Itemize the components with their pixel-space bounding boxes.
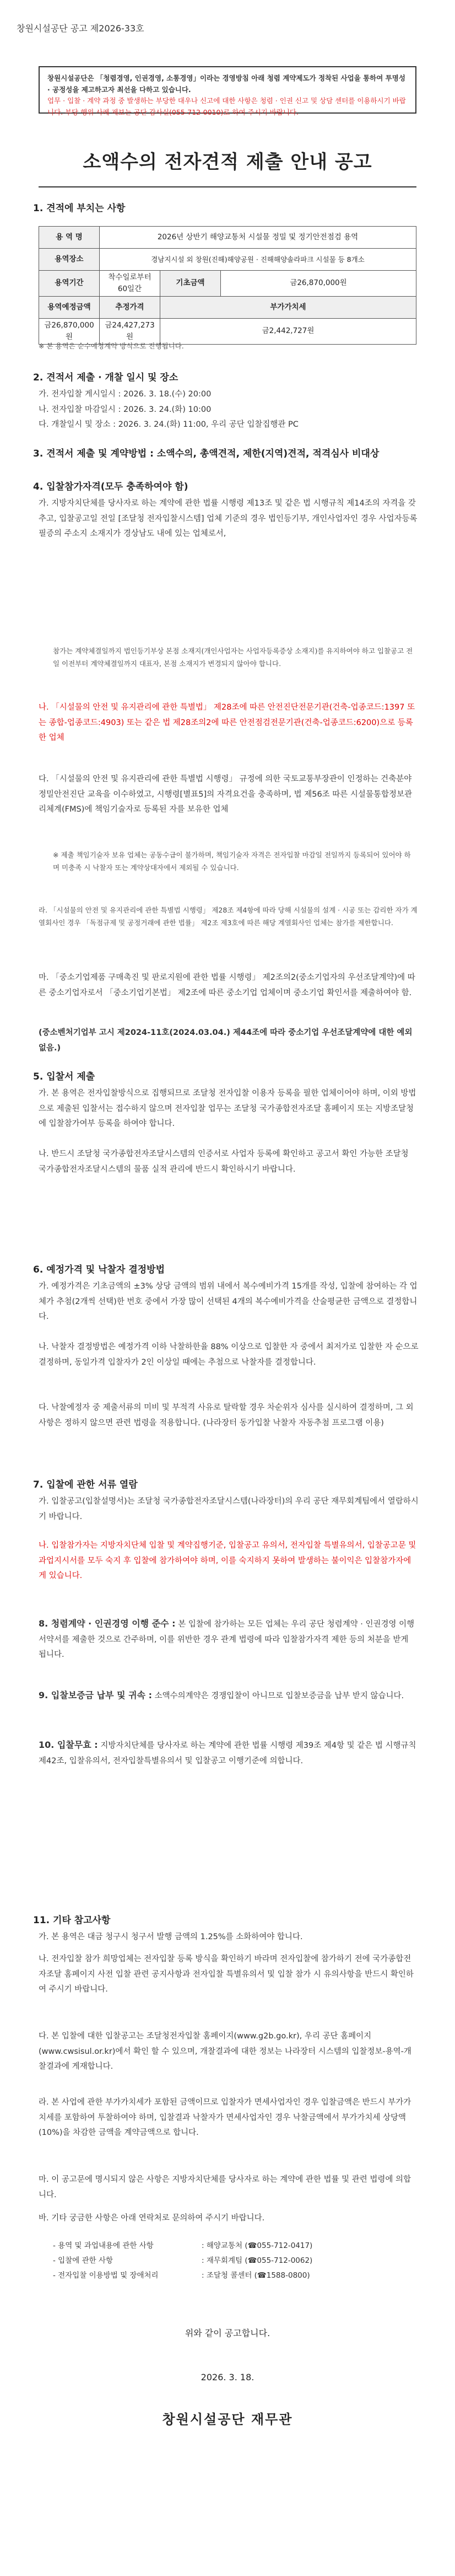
section-11b: 나. 전자입찰 참가 희망업체는 전자입찰 등록 방식을 확인하기 바라며 전자입찰에 참가하기 전에 국가종합전자조달 홈페이지 사전 입찰 관련 공지사항과 전자입찰 특별유의서 및 입찰 참가 시 유의사항을 반드시 확인하여 주시기 바랍니다. [39,1955,414,1994]
label-service-location: 용역장소 [39,249,100,271]
contact-value: : 재무회계팀 (☎055-712-0062) [202,2256,313,2265]
estimated-amount: 금26,870,000원 [39,318,100,344]
section-4e: 마. 「중소기업제품 구매촉진 및 판로지원에 관한 법률 시행령」 제2조의2(중소기업자의 우선조달계약)에 따른 중소기업자로서 「중소기업기본법」 제2조에 따른 중소기업 업체이며 중소기업 확인서를 제출하여야 함. [39,973,415,997]
section-7-heading: 7. 입찰에 관한 서류 열람 [33,1479,138,1490]
bid-opening: 다. 개찰일시 및 장소 : 2026. 3. 24.(화) 11:00, 우리 공단 입찰집행관 PC [39,420,299,430]
section-5-heading: 5. 입찰서 제출 [33,1071,95,1082]
section-5b: 나. 반드시 조달청 국가종합전자조달시스템의 인증서로 사업자 등록에 확인하고 공고서 확인 가능한 조달청 국가종합전자조달시스템의 물품 실적 관리에 반드시 확인하시기 바랍니다. [39,1150,409,1174]
section-6a: 가. 예정가격은 기초금액의 ±3% 상당 금액의 범위 내에서 복수예비가격 15개를 작성, 입찰에 참여하는 각 업체가 추첨(2개씩 선택)한 번호 중에서 가장 많이 선택된 4개의 복수예비가격을 산술평균한 금액으로 결정합니다. [39,1282,418,1322]
title-divider [39,186,416,187]
contact-value: : 해양교통처 (☎055-712-0417) [202,2241,313,2250]
contact-label: - 입찰에 관한 사항 [53,2256,113,2265]
section-4-heading: 4. 입찰참가자격(모두 충족하여야 함) [33,481,188,492]
section-8-body: 본 입찰에 참가하는 모든 업체는 우리 공단 청렴계약 · 인권경영 이행서약서를 제출한 것으로 간주하며, 이를 위반한 경우 관계 법령에 따라 입찰참가자격 제한 등의 처분을 받게 됩니다. [39,1620,415,1660]
label-base-amount: 기초금액 [160,271,221,297]
vat-amount: 금2,442,727원 [160,318,416,344]
section-11e: 마. 이 공고문에 명시되지 않은 사항은 지방자치단체를 당사자로 하는 계약에 관한 법률 및 관련 법령에 의합니다. [39,2175,411,2199]
section-11c: 다. 본 입찰에 대한 입찰공고는 조달청전자입찰 홈페이지(www.g2b.go.kr), 우리 공단 홈페이지(www.cwsisul.or.kr)에서 확인 할 수 있으며, 개찰결과에 대한 정보는 나라장터 시스템의 입찰정보-용역-개찰결과에 게재합니다. [39,2032,411,2071]
service-period: 착수일로부터 60일간 [100,271,160,297]
section-10 [39,1737,419,1769]
base-amount: 금26,870,000원 [221,271,416,297]
section-4c-note: ※ 제출 책임기술자 보유 업체는 공동수급이 불가하며, 책임기술자 자격은 전자입찰 마감일 전일까지 등록되어 있어야 하며 미충족 시 낙찰자 또는 계약상대자에서 제외될 수 있습니다. [53,851,411,872]
section-7b-text: 나. 입찰참가자는 지방자치단체 입찰 및 계약집행기준, 입찰공고 유의서, 전자입찰 특별유의서, 입찰공고문 및 과업지시서를 모두 숙지 후 입찰에 참가하여야 하며, 이를 숙지하지 못하여 발생하는 불이익은 입찰참가자에게 있습니다. [39,1541,416,1581]
section-5a: 가. 본 용역은 전자입찰방식으로 집행되므로 조달청 전자입찰 이용자 등록을 필한 업체이어야 하며, 이외 방법으로 제출된 입찰서는 접수하지 않으며 전자입찰 업무는 조달청 국가종합전자조달 홈페이지 또는 지방조달청에 입찰참가여부 등록을 하여야 합니다. [39,1089,416,1129]
section-7a: 가. 입찰공고(입찰설명서)는 조달청 국가종합전자조달시스템(나라장터)의 우리 공단 재무회계팀에서 열람하시기 바랍니다. [39,1497,419,1521]
label-service-name: 용 역 명 [39,227,100,249]
section-10-heading: 10. 입찰무효 : [39,1740,98,1750]
section-11d: 라. 본 사업에 관한 부가가치세가 포함된 금액이므로 입찰자가 면세사업자인 경우 입찰금액은 반드시 부가가치세를 포함하여 투찰하여야 하며, 입찰결과 낙찰자가 면세사업자인 경우 낙찰금액에서 부가가치세 상당액(10%)을 차감한 금액을 계약금액으로 합니다. [39,2098,411,2138]
section-4d: 라. 「시설물의 안전 및 유지관리에 관한 특별법 시행령」 제28조 제4항에 따라 당해 시설물의 설계 · 시공 또는 감리한 자가 계열회사인 경우 「독점규제 및 공정거래에 관한 법률」 제2조 제3호에 따른 해당 계열회사인 업체는 참가를 제한합니다. [39,906,418,927]
issuing-organization: 창원시설공단 재무관 [162,2412,293,2427]
section-4b [39,700,419,746]
section-4b-text: 나. 「시설물의 안전 및 유지관리에 관한 특별법」 제28조에 따른 안전진단전문기관(건축-업종코드:1397 또는 종합-업종코드:4903) 또는 같은 법 제28조의2에 따른 안전점검전문기관(건축-업종코드:6200)으로 등록한 업체 [39,703,415,743]
section-4c-text: 다. 「시설물의 안전 및 유지관리에 관한 특별법 시행령」 규정에 의한 국토교통부장관이 인정하는 건축분야 정밀안전진단 교육을 이수하였고, 시행령[별표5]의 자격요건을 충족하며, 법 제56조 따른 시설물통합정보관리체계(FMS)에 책임기술자로 등록된 자를 보유한 업체 [39,775,412,814]
label-estimated-price: 추정가격 [100,296,160,318]
section-6c: 다. 낙찰예정자 중 제출서류의 미비 및 부적격 사유로 탈락할 경우 차순위자 심사를 실시하여 결정하며, 그 외 사항은 정하지 않으면 관련 법령을 적용합니다. (나라장터 동가입찰 낙찰자 자동추첨 프로그램 이용) [39,1403,414,1427]
contact-label: - 용역 및 과업내용에 관한 사항 [53,2241,154,2250]
section-4e-note: (중소벤처기업부 고시 제2024-11호(2024.03.04.) 제44조에 따라 중소기업 우선조달계약에 대한 예외 없음.) [39,1028,413,1053]
page-title: 소액수의 전자견적 제출 안내 공고 [83,151,372,173]
section-11a: 가. 본 용역은 대금 청구시 청구서 발행 금액의 1.25%를 소화하여야 합니다. [39,1933,303,1941]
service-location: 경남지시설 외 창원(진해)해양공원 · 진해해양솔라파크 시설물 등 8개소 [100,249,416,271]
section-1-heading: 1. 견적에 부치는 사항 [33,203,126,214]
section-4a: 가. 지방자치단체를 당사자로 하는 계약에 관한 법률 시행령 제13조 및 같은 법 시행규칙 제14조의 자격을 갖추고, 입찰공고일 전일 [조달청 전자입찰시스템] 업체 기준의 경우 법인등기부, 개인사업자인 경우 사업자등록필증의 주소지 소재지가 경상남도 내에 있는 업체로서, [39,499,418,539]
section-4c [39,772,419,818]
notice-line-2: 업무 · 입찰 · 계약 과정 중 발생하는 부당한 대우나 신고에 대한 사항은 청렴 · 인권 신고 및 상담 센터를 이용하시기 바랍니다. 부당 행위 사례 제보는 공단 감사실(055-712-0010)로 하여 주시기 바랍니다. [47,96,406,116]
estimated-price: 금24,427,273원 [100,318,160,344]
section-2-heading: 2. 견적서 제출 · 개찰 일시 및 장소 [33,372,178,383]
label-vat: 부가가치세 [160,296,416,318]
bid-deadline: 나. 전자입찰 마감일시 : 2026. 3. 24.(화) 10:00 [39,405,212,414]
contact-row [53,2268,312,2283]
section-6b: 나. 낙찰자 결정방법은 예정가격 이하 낙찰하한율 88% 이상으로 입찰한 자 중에서 최저가로 입찰한 자 순으로 결정하며, 동일가격 입찰자가 2인 이상일 때에는 추첨으로 낙찰자를 결정합니다. [39,1343,419,1367]
closing-statement: 위와 같이 공고합니다. [185,2328,270,2338]
section-9-heading: 9. 입찰보증금 납부 및 귀속 : [39,1690,153,1700]
contact-list [53,2239,312,2283]
section-7b [39,1538,419,1584]
estimate-info-table [39,226,416,345]
contact-value: : 조달청 콜센터 (☎1588-0800) [202,2271,310,2280]
section-8 [39,1616,419,1663]
section-9 [39,1687,419,1704]
section-1-note: ※ 본 용역은 순수예정계약 방식으로 진행됩니다. [39,342,184,350]
section-4a-cont: 참가는 계약체결일까지 법인등기부상 본점 소재지(개인사업자는 사업자등록증상 소재지)를 유지하여야 하고 입찰공고 전일 이전부터 계약체결일까지 대표자, 본점 소재지가 변경되지 않아야 합니다. [53,647,413,668]
label-estimated-amount: 용역예정금액 [39,296,100,318]
contact-row [53,2239,312,2253]
section-6-heading: 6. 예정가격 및 낙찰자 결정방법 [33,1264,165,1275]
section-10-body: 지방자치단체를 당사자로 하는 계약에 관한 법률 시행령 제39조 제4항 및 같은 법 시행규칙 제42조, 입찰유의서, 전자입찰특별유의서 및 입찰공고 이행기준에 의합니다. [39,1741,416,1765]
label-service-period: 용역기간 [39,271,100,297]
service-name: 2026년 상반기 해양교통처 시설물 정밀 및 정기안전점검 용역 [100,227,416,249]
document-number: 창원시설공단 공고 제2026-33호 [17,23,144,34]
section-8-heading: 8. 청렴계약 · 인권경영 이행 준수 : [39,1618,176,1629]
section-11-heading: 11. 기타 참고사항 [33,1915,111,1926]
contact-label: - 전자입찰 이용방법 및 장애처리 [53,2271,159,2280]
notice-line-1: 창원시설공단은 「청렴경영, 인권경영, 소통경영」이라는 경영방침 아래 청렴 계약제도가 정착된 사업을 통하여 투명성 · 공정성을 제고하고자 최선을 다하고 있습니다. [47,74,405,94]
notice-date: 2026. 3. 18. [201,2372,254,2382]
section-3-heading: 3. 견적서 제출 및 계약방법 : 소액수의, 총액견적, 제한(지역)견적, 적격심사 비대상 [33,448,380,459]
bid-posting-time: 가. 전자입찰 게시일시 : 2026. 3. 18.(수) 20:00 [39,390,212,399]
integrity-notice-box [39,66,416,114]
section-9-body: 소액수의계약은 경쟁입찰이 아니므로 입찰보증금을 납부 받지 않습니다. [154,1692,404,1700]
section-2-body [39,387,419,433]
contact-row [53,2253,312,2268]
section-11f: 바. 기타 궁금한 사항은 아래 연락처로 문의하여 주시기 바랍니다. [39,2214,265,2223]
